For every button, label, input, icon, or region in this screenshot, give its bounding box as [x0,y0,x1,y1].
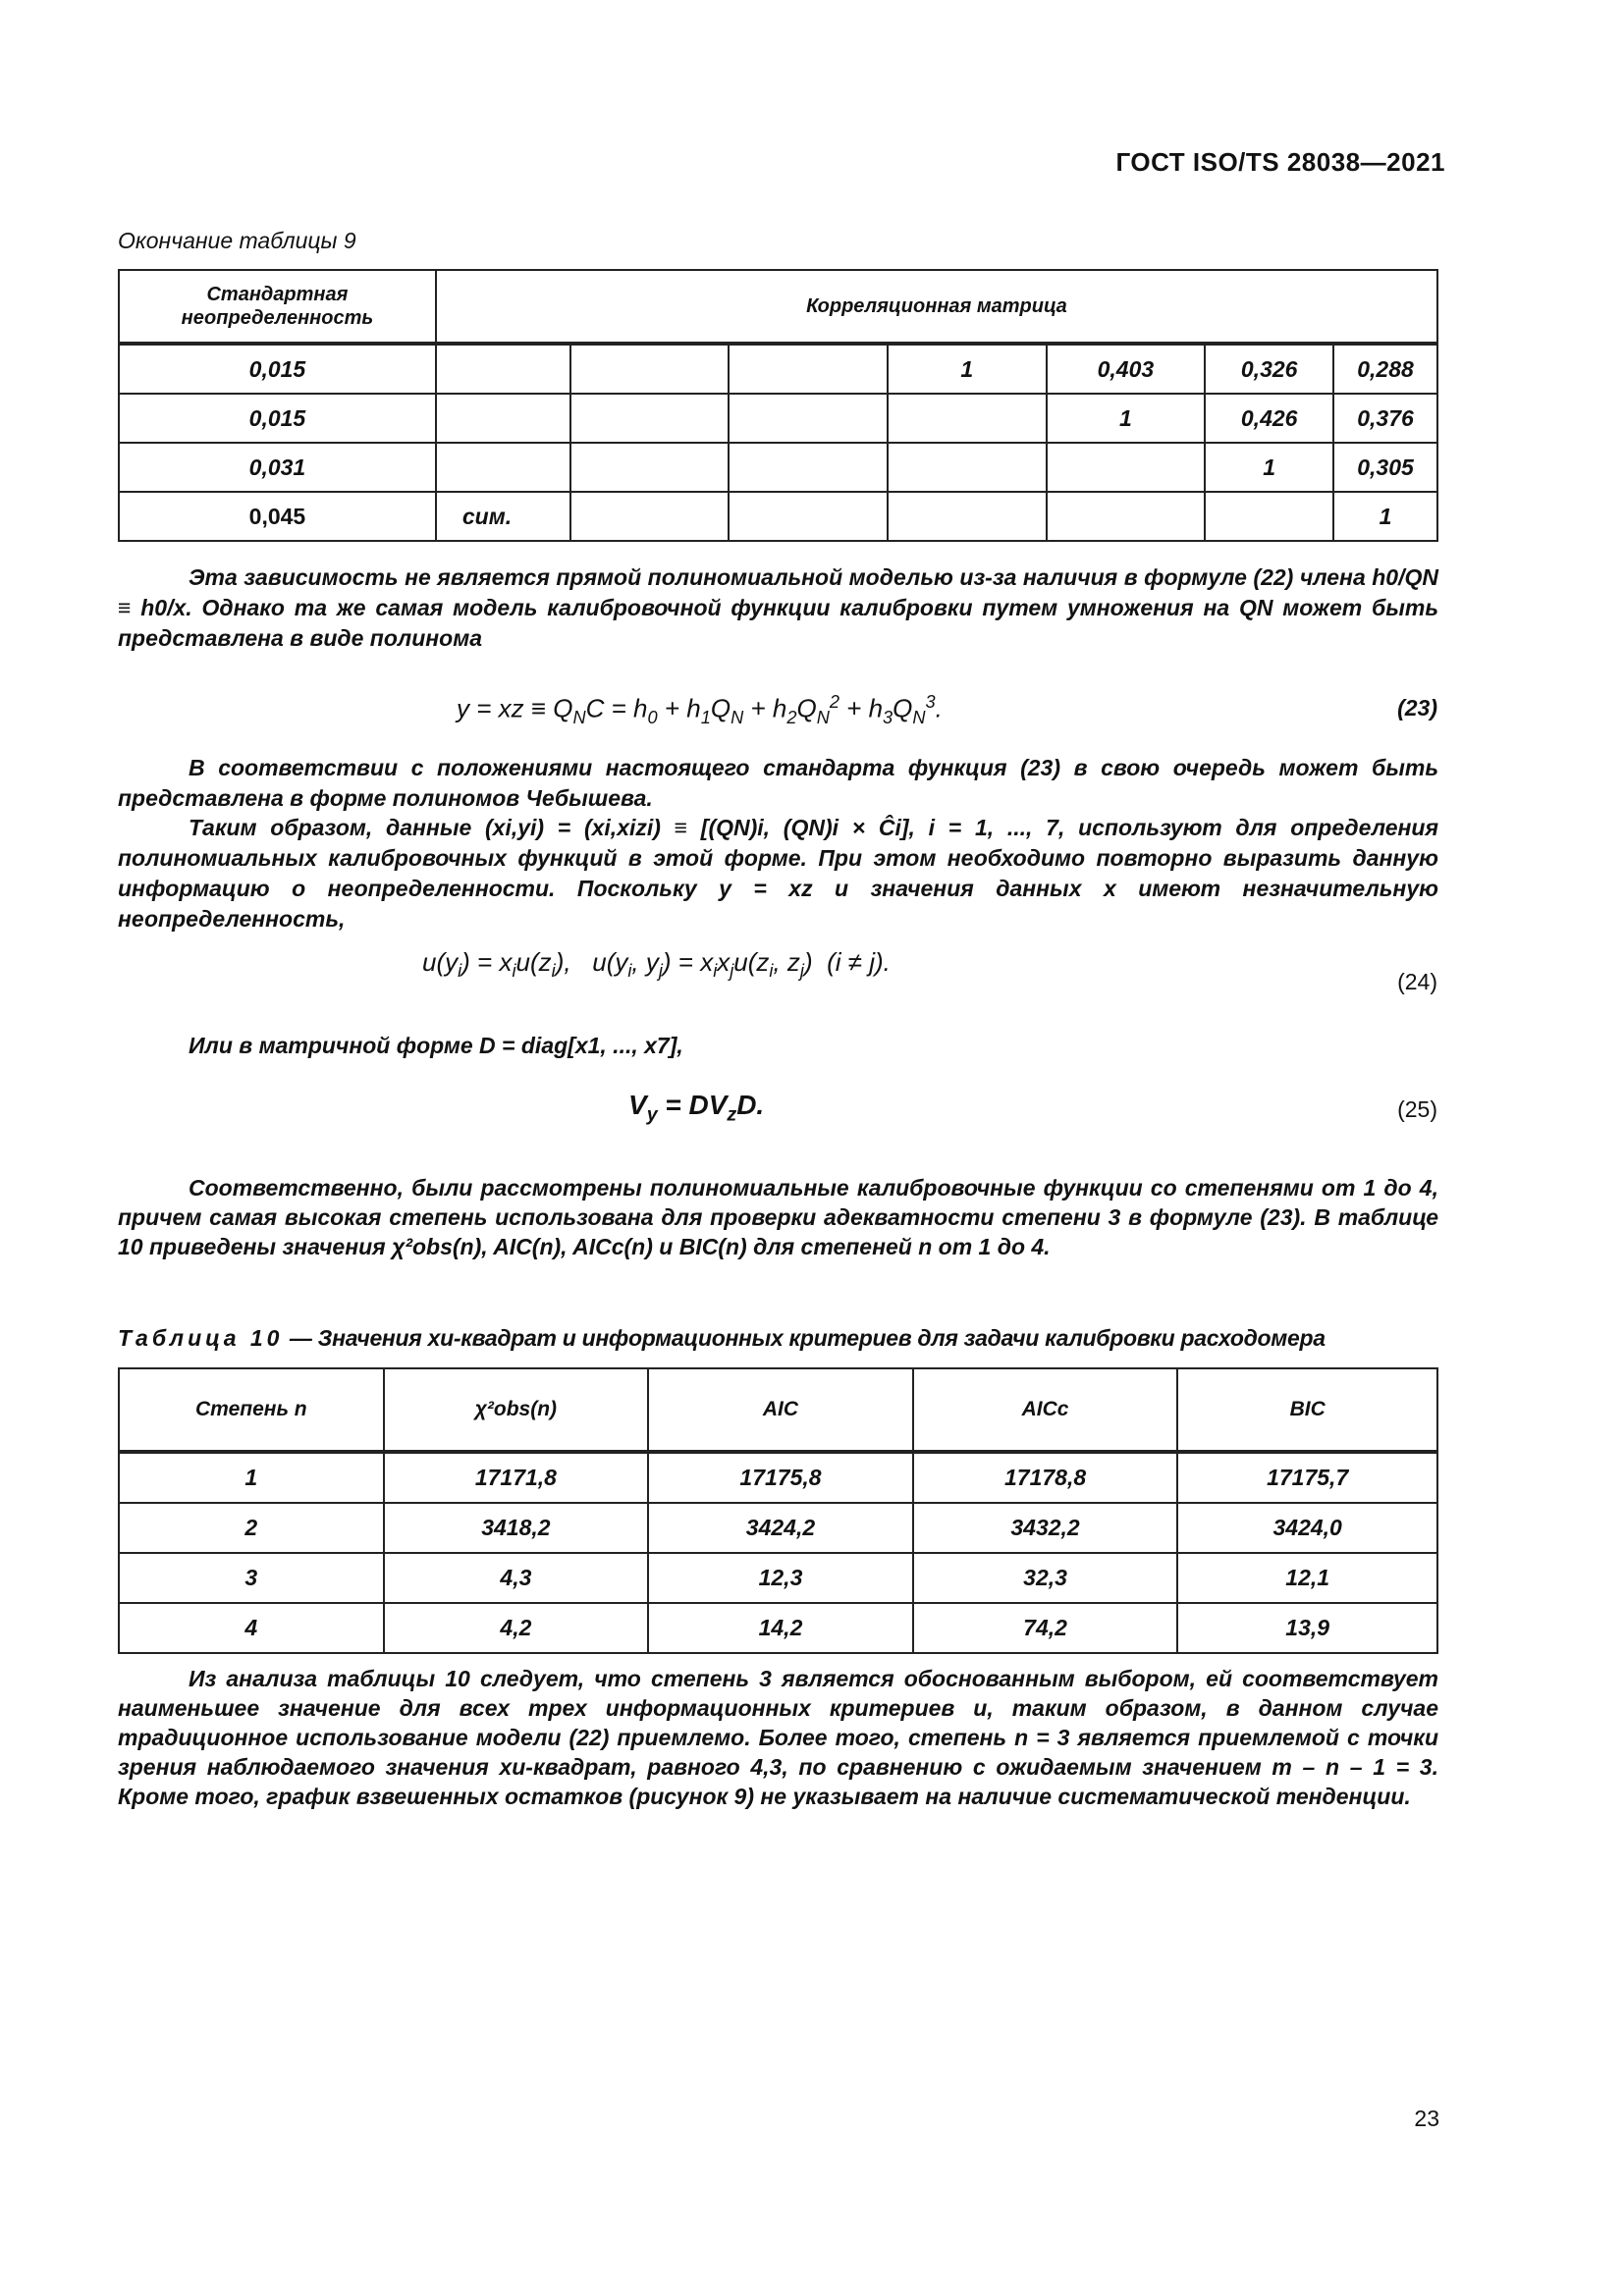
table9-header-uncertainty: Стандартная неопределенность [119,270,436,344]
table9-cell [888,394,1047,443]
table9-cell [1047,443,1206,492]
table9-cell [729,344,888,394]
table10-header: BIC [1177,1368,1437,1452]
table9-continuation-caption: Окончание таблицы 9 [118,228,356,253]
table9-cell [1205,492,1333,541]
page-number: 23 [1414,2106,1439,2131]
paragraph-conclusion: Из анализа таблицы 10 следует, что степень 3 является обоснованным выбором, ей соответствует наименьшее значение для всех трех информационных критериев и, таким образом, в данном случае традиционное использование модели (22) приемлемо. Более того, степень n = 3 является приемлемой с точки зрения наблюдаемого значения хи-квадрат, равного 4,3, по сравнению с ожидаемым значением m – n – 1 = 3. Кроме того, график взвешенных остатков (рисунок 9) не указывает на наличие систематической тенденции. [118,1666,1438,1809]
table10-cell: 1 [119,1452,384,1503]
table10-caption-text: — Значения хи-квадрат и информационных критериев для задачи калибровки расходомера [289,1325,1326,1351]
table10-cell: 17171,8 [384,1452,649,1503]
table10-header: AICc [913,1368,1178,1452]
table9-cell: 1 [888,344,1047,394]
table9-cell: 0,403 [1047,344,1206,394]
table10-cell: 3418,2 [384,1503,649,1553]
table9-cell: 1 [1333,492,1437,541]
table10-cell: 17175,8 [648,1452,913,1503]
table10-caption [118,1325,1438,1352]
table9-cell: 0,376 [1333,394,1437,443]
table9-cell-u: 0,045 [119,492,436,541]
paragraph-data-transform: Таким образом, данные (xi,yi) = (xi,xizi) ≡ [(QN)i, (QN)i × Ĉi], i = 1, ..., 7, используют для определения полиномиальных калибровочных функций в этой форме. При этом необходимо повторно выразить данную информацию о неопределенности. Поскольку y = xz и значения данных x имеют незначительную неопределенность, [118,815,1438,932]
table9-cell [1047,492,1206,541]
document-standard-header: ГОСТ ISO/TS 28038—2021 [1115,147,1445,177]
table10-cell: 12,3 [648,1553,913,1603]
table9-cell [570,344,730,394]
table10-caption-label: Таблица 10 [118,1325,284,1351]
table10-cell: 4,2 [384,1603,649,1653]
table10-cell: 74,2 [913,1603,1178,1653]
table9-cell [729,394,888,443]
table9-cell [570,492,730,541]
table10-cell: 17178,8 [913,1452,1178,1503]
table10-header: Степень n [119,1368,384,1452]
table9-cell [436,394,570,443]
paragraph-polynomial-degrees: Соответственно, были рассмотрены полиномиальные калибровочные функции со степенями от 1 до 4, причем самая высокая степень использована для проверки адекватности степени 3 в формуле (23). В таблице 10 приведены значения χ²obs(n), AIC(n), AICc(n) и BIC(n) для степеней n от 1 до 4. [118,1175,1438,1259]
table10-cell: 14,2 [648,1603,913,1653]
table9-cell [729,443,888,492]
paragraph-matrix-form: Или в матричной форме D = diag[x1, ..., x7], [189,1033,683,1058]
table9-cell: 0,288 [1333,344,1437,394]
equation-25: $V_y = DV_zD$. [628,1090,765,1126]
table10-cell: 32,3 [913,1553,1178,1603]
paragraph-polynomial-model: Эта зависимость не является прямой полиномиальной моделью из-за наличия в формуле (22) члена h0/QN ≡ h0/x. Однако та же самая модель калибровочной функции калибровки путем умножения на QN может быть представлена в виде полинома [118,564,1438,651]
table9-cell: 0,305 [1333,443,1437,492]
table10-information-criteria [118,1367,1438,1654]
table10-cell: 2 [119,1503,384,1553]
table9-cell-u: 0,015 [119,344,436,394]
table9-cell [436,344,570,394]
table10-cell: 17175,7 [1177,1452,1437,1503]
table9-cell [888,492,1047,541]
table10-cell: 3424,0 [1177,1503,1437,1553]
table9-cell [888,443,1047,492]
table10-cell: 12,1 [1177,1553,1437,1603]
table10-cell: 3432,2 [913,1503,1178,1553]
table9-cell [570,394,730,443]
equation-23-number: (23) [1397,695,1437,721]
table10-cell: 13,9 [1177,1603,1437,1653]
table9-cell: 1 [1047,394,1206,443]
equation-24-number: (24) [1397,969,1437,994]
table9-cell [436,443,570,492]
paragraph-chebyshev: В соответствии с положениями настоящего стандарта функция (23) в свою очередь может быть представлена в форме полиномов Чебышева. [118,755,1438,811]
table10-cell: 3 [119,1553,384,1603]
table10-cell: 3424,2 [648,1503,913,1553]
table10-cell: 4 [119,1603,384,1653]
table9-cell: 0,326 [1205,344,1333,394]
table10-cell: 4,3 [384,1553,649,1603]
equation-24: $u(y_i) = x_iu(z_i)$, $u(y_i$, $y_j) = x_ix_ju(z_i$, $z_j$) (i ≠ j). [422,947,891,982]
equation-23: y = xz ≡ $Q_NC = h_0 + h_1Q_N + h_2Q_N^2 + h_3Q_N^3$. [457,692,943,727]
table9-correlation [118,269,1438,542]
table9-cell-sym: сим. [436,492,570,541]
table9-header-correlation: Корреляционная матрица [436,270,1437,344]
table9-cell: 0,426 [1205,394,1333,443]
table9-cell [729,492,888,541]
table9-cell-u: 0,031 [119,443,436,492]
table9-cell: 1 [1205,443,1333,492]
table9-cell [570,443,730,492]
equation-25-number: (25) [1397,1096,1437,1122]
table10-header: AIC [648,1368,913,1452]
table9-cell-u: 0,015 [119,394,436,443]
table10-header: χ²obs(n) [384,1368,649,1452]
